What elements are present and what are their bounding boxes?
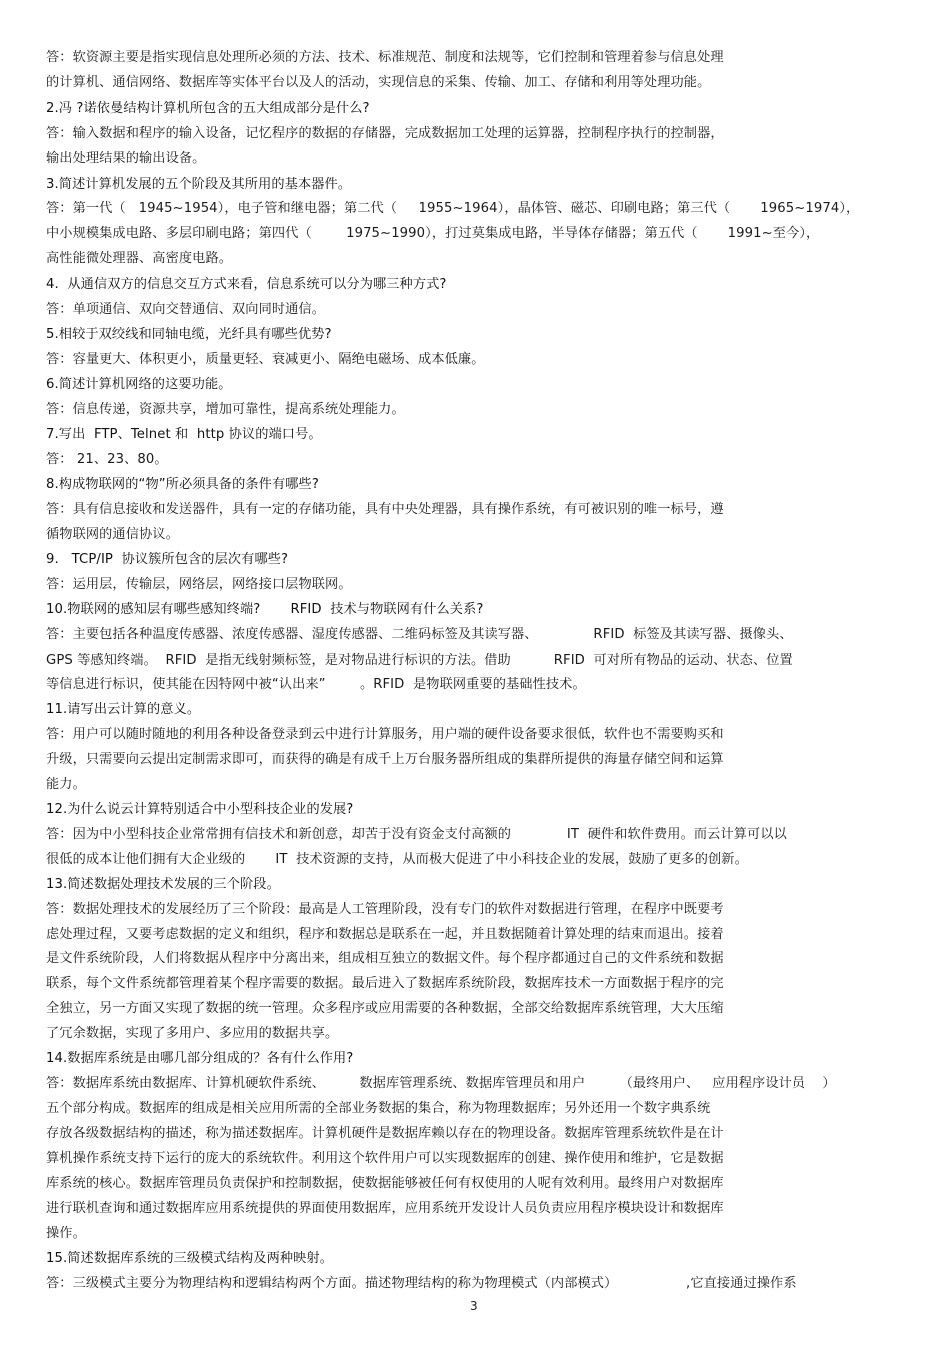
answer-line: 答：数据库系统由数据库、计算机硬软件系统、 数据库管理系统、数据库管理员和用户 （最终用户、 应用程序设计员 ） <box>46 1076 836 1091</box>
answer-line: 操作。 <box>46 1226 86 1241</box>
answer-line: 进行联机查询和通过数据库应用系统提供的界面使用数据库，应用系统开发设计人员负责应用程序模块设计和数据库 <box>46 1201 724 1216</box>
answer-line: 的计算机、通信网络、数据库等实体平台以及人的活动，实现信息的采集、传输、加工、存储和利用等处理功能。 <box>46 75 711 90</box>
answer-line: 库系统的核心。数据库管理员负责保护和控制数据，使数据能够被任何有权使用的人呢有效利用。最终用户对数据库 <box>46 1176 724 1191</box>
question-line: 6.简述计算机网络的这要功能。 <box>46 377 232 392</box>
answer-line: 答：数据处理技术的发展经历了三个阶段：最高是人工管理阶段，没有专门的软件对数据进行管理，在程序中既要考 <box>46 902 724 917</box>
answer-line: 答：单项通信、双向交替通信、双向同时通信。 <box>46 302 326 317</box>
answer-line: 答：容量更大、体积更小，质量更轻、衰减更小、隔绝电磁场、成本低廉。 <box>46 352 485 367</box>
answer-line: GPS 等感知终端。 RFID 是指无线射频标签，是对物品进行标识的方法。借助 RFID 可对所有物品的运动、状态、位置 <box>46 653 793 668</box>
answer-line: 答：信息传递，资源共享，增加可靠性，提高系统处理能力。 <box>46 402 405 417</box>
answer-line: 答：因为中小型科技企业常常拥有信技术和新创意，却苦于没有资金支付高额的 IT 硬件和软件费用。而云计算可以以 <box>46 827 787 842</box>
question-line: 12.为什么说云计算特别适合中小型科技企业的发展? <box>46 802 354 817</box>
question-line: 5.相较于双绞线和同轴电缆，光纤具有哪些优势? <box>46 327 332 342</box>
answer-line: 答：第一代（ 1945~1954），电子管和继电器；第二代（ 1955~1964），晶体管、磁芯、印刷电路；第三代（ 1965~1974）， <box>46 201 860 216</box>
answer-line: 很低的成本让他们拥有大企业级的 IT 技术资源的支持，从而极大促进了中小科技企业的发展，鼓励了更多的创新。 <box>46 852 748 867</box>
answer-line: 答：输入数据和程序的输入设备，记忆程序的数据的存储器，完成数据加工处理的运算器，控制程序执行的控制器， <box>46 126 724 141</box>
answer-line: 等信息进行标识，使其能在因特网中被“认出来” 。RFID 是物联网重要的基础性技术。 <box>46 677 586 692</box>
question-line: 13.简述数据处理技术发展的三个阶段。 <box>46 877 280 892</box>
answer-line: 全独立，另一方面又实现了数据的统一管理。众多程序或应用需要的各种数据，全部交给数据库系统管理，大大压缩 <box>46 1001 724 1016</box>
question-line: 15.简述数据库系统的三级模式结构及两种映射。 <box>46 1251 334 1266</box>
question-line: 4. 从通信双方的信息交互方式来看，信息系统可以分为哪三种方式? <box>46 277 447 292</box>
answer-line: 算机操作系统支持下运行的庞大的系统软件。利用这个软件用户可以实现数据库的创建、操作使用和维护，它是数据 <box>46 1151 724 1166</box>
question-line: 2.冯 ?诺依曼结构计算机所包含的五大组成部分是什么? <box>46 101 370 116</box>
question-line: 10.物联网的感知层有哪些感知终端? RFID 技术与物联网有什么关系? <box>46 602 484 617</box>
answer-line: 高性能微处理器、高密度电路。 <box>46 251 233 266</box>
answer-line: 循物联网的通信协议。 <box>46 527 179 542</box>
answer-line: 了冗余数据，实现了多用户、多应用的数据共享。 <box>46 1026 339 1041</box>
question-line: 9. TCP/IP 协议簇所包含的层次有哪些? <box>46 552 289 567</box>
page-number: 3 <box>470 1299 478 1313</box>
answer-line: 能力。 <box>46 777 86 792</box>
answer-line: 答：主要包括各种温度传感器、浓度传感器、湿度传感器、二维码标签及其读写器、 RFID 标签及其读写器、摄像头、 <box>46 627 793 642</box>
answer-line: 答：具有信息接收和发送器件，具有一定的存储功能，具有中央处理器，具有操作系统，有可被识别的唯一标号，遵 <box>46 502 724 517</box>
question-line: 11.请写出云计算的意义。 <box>46 702 201 717</box>
answer-line: 答：运用层，传输层，网络层，网络接口层物联网。 <box>46 577 352 592</box>
answer-line: 答：三级模式主要分为物理结构和逻辑结构两个方面。描述物理结构的称为物理模式（内部模式） ,它直接通过操作系 <box>46 1276 797 1291</box>
question-line: 7.写出 FTP、Telnet 和 http 协议的端口号。 <box>46 427 322 442</box>
answer-line: 存放各级数据结构的描述，称为描述数据库。计算机硬件是数据库赖以存在的物理设备。数据库管理系统软件是在计 <box>46 1126 724 1141</box>
answer-line: 答： 21、23、80。 <box>46 452 168 467</box>
answer-line: 中小规模集成电路、多层印刷电路；第四代（ 1975~1990），打过莫集成电路，半导体存储器；第五代（ 1991~至今）， <box>46 226 820 241</box>
answer-line: 联系，每个文件系统都管理着某个程序需要的数据。最后进入了数据库系统阶段，数据库技术一方面数据于程序的完 <box>46 976 724 991</box>
answer-line: 输出处理结果的输出设备。 <box>46 151 206 166</box>
answer-line: 升级，只需要向云提出定制需求即可，而获得的确是有成千上万台服务器所组成的集群所提供的海量存储空间和运算 <box>46 752 724 767</box>
question-line: 14.数据库系统是由哪几部分组成的？各有什么作用? <box>46 1051 354 1066</box>
question-line: 8.构成物联网的“物”所必须具备的条件有哪些? <box>46 477 319 492</box>
answer-line: 答：软资源主要是指实现信息处理所必须的方法、技术、标准规范、制度和法规等，它们控制和管理着参与信息处理 <box>46 50 724 65</box>
question-line: 3.简述计算机发展的五个阶段及其所用的基本器件。 <box>46 177 352 192</box>
answer-line: 虑处理过程，又要考虑数据的定义和组织，程序和数据总是联系在一起，并且数据随着计算处理的结束而退出。接着 <box>46 927 724 942</box>
answer-line: 答：用户可以随时随地的利用各种设备登录到云中进行计算服务，用户端的硬件设备要求很低，软件也不需要购买和 <box>46 727 724 742</box>
answer-line: 是文件系统阶段，人们将数据从程序中分离出来，组成相互独立的数据文件。每个程序都通过自己的文件系统和数据 <box>46 951 724 966</box>
answer-line: 五个部分构成。数据库的组成是相关应用所需的全部业务数据的集合，称为物理数据库；另外还用一个数字典系统 <box>46 1101 711 1116</box>
